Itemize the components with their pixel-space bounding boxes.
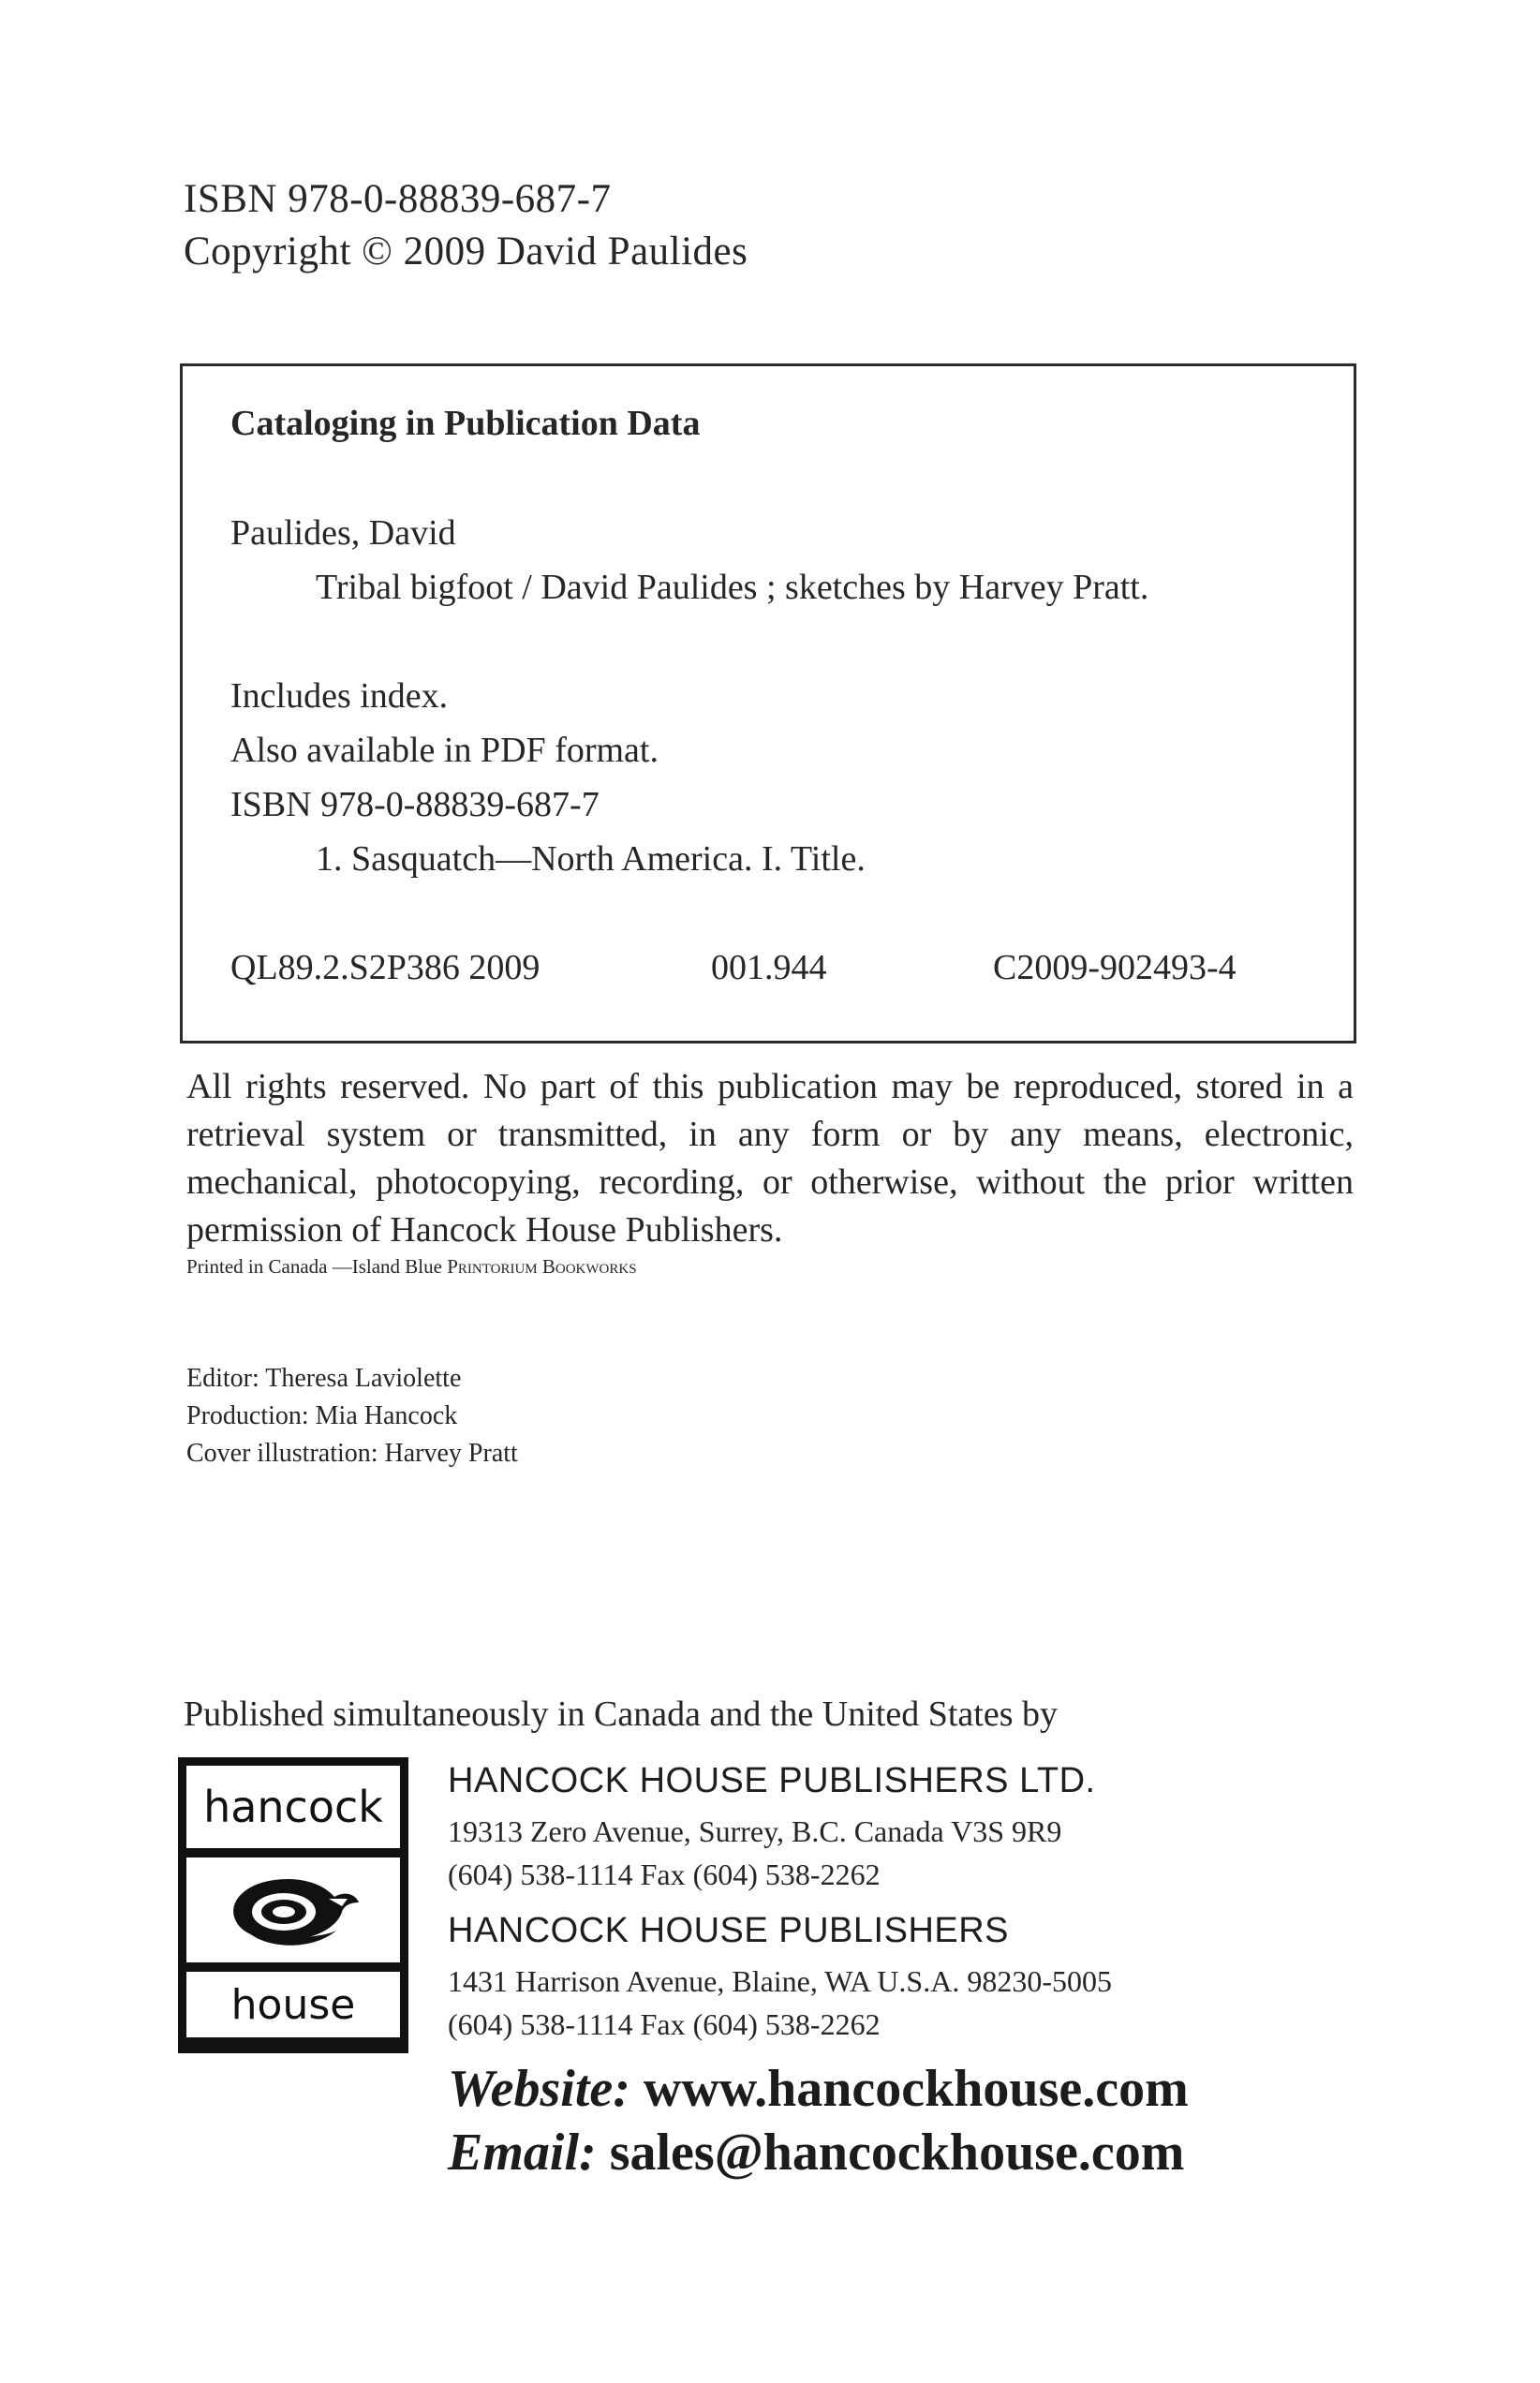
credits (186, 1360, 518, 1473)
publisher-canada-address (448, 1810, 1061, 1896)
cip-title-line: Tribal bigfoot / David Paulides ; sketches by Harvey Pratt. (316, 568, 1149, 607)
publisher-usa-name: HANCOCK HOUSE PUBLISHERS (448, 1911, 1010, 1950)
printed-line (186, 1255, 637, 1279)
website-link[interactable]: www.hancockhouse.com (643, 2060, 1189, 2118)
logo-word-house: house (186, 1972, 400, 2037)
cip-note-index: Includes index. (230, 676, 449, 716)
cip-dewey: 001.944 (711, 948, 827, 987)
usa-phone: (604) 538-1114 Fax (604) 538-2262 (448, 2007, 881, 2041)
cip-canadiana: C2009-902493-4 (993, 948, 1236, 987)
cip-lc-class: QL89.2.S2P386 2009 (230, 948, 540, 987)
eagle-icon (186, 1858, 400, 1962)
copyright-block (184, 173, 748, 278)
cip-subjects: 1. Sasquatch—North America. I. Title. (316, 839, 866, 879)
logo-word-hancock: hancock (186, 1766, 400, 1848)
publisher-logo (178, 1757, 408, 2053)
printed-prefix: Printed in Canada —Island Blue (186, 1255, 448, 1278)
email-line (448, 2123, 1184, 2183)
usa-street: 1431 Harrison Avenue, Blaine, WA U.S.A. 98230-5005 (448, 1964, 1112, 1998)
publisher-intro: Published simultaneously in Canada and the United States by (184, 1695, 1058, 1734)
production-credit: Production: Mia Hancock (186, 1401, 458, 1430)
cip-note-format: Also available in PDF format. (230, 731, 659, 770)
rights-statement: All rights reserved. No part of this publication may be reproduced, stored in a retrieval system or transmitted, in any form or by any means, electronic, mechanical, photocopying, recording, or otherwise, without the prior written permission of Hancock House Publishers. (186, 1067, 1354, 1250)
editor-credit: Editor: Theresa Laviolette (186, 1364, 462, 1393)
canada-phone: (604) 538-1114 Fax (604) 538-2262 (448, 1858, 881, 1891)
copyright-line: Copyright © 2009 David Paulides (184, 229, 748, 274)
website-label: Website: (448, 2060, 630, 2118)
isbn-line: ISBN 978-0-88839-687-7 (184, 177, 612, 221)
website-line (448, 2059, 1189, 2119)
canada-street: 19313 Zero Avenue, Surrey, B.C. Canada V3S 9R9 (448, 1814, 1062, 1848)
email-label: Email: (448, 2124, 597, 2182)
cip-isbn: ISBN 978-0-88839-687-7 (230, 785, 600, 824)
cip-heading: Cataloging in Publication Data (230, 404, 701, 443)
publisher-canada-name: HANCOCK HOUSE PUBLISHERS LTD. (448, 1761, 1096, 1800)
publisher-usa-address (448, 1960, 1112, 2046)
email-link[interactable]: sales@hancockhouse.com (609, 2124, 1185, 2182)
cover-credit: Cover illustration: Harvey Pratt (186, 1439, 518, 1468)
printer-name: Printorium Bookworks (447, 1255, 637, 1278)
cip-author: Paulides, David (230, 513, 456, 553)
